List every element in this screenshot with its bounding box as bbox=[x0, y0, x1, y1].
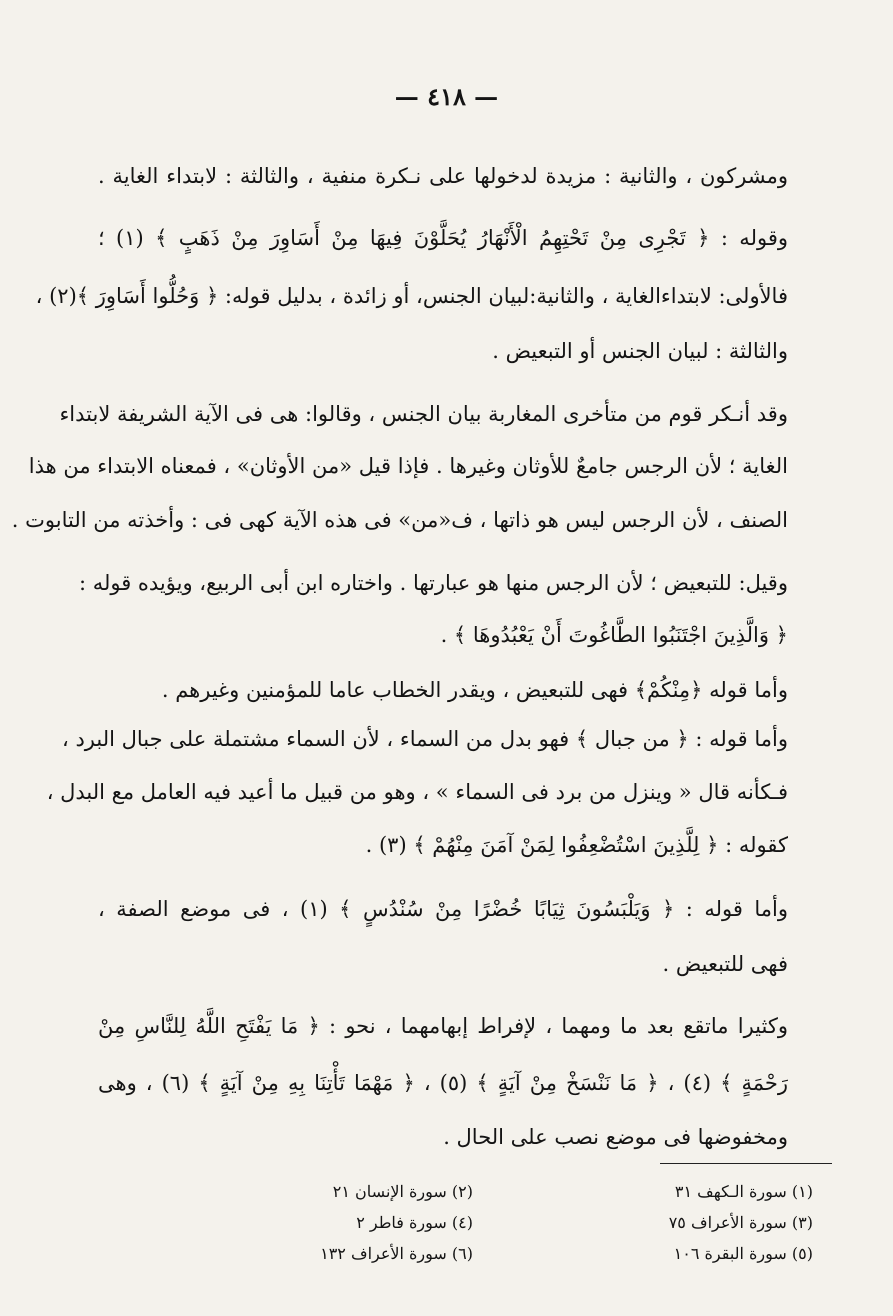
text-line: فهى للتبعيض . bbox=[662, 952, 788, 976]
text-line: وكثيرا ماتقع بعد ما ومهما ، لإفراط إبهامهما ، نحو : ﴿ مَا يَفْتَحِ اللَّهُ لِلنَّاسِ مِنْ bbox=[98, 1014, 788, 1038]
text-line: ﴿ وَالَّذِينَ اجْتَنَبُوا الطَّاغُوتَ أَنْ يَعْبُدُوهَا ﴾ . bbox=[440, 623, 788, 647]
footnote: (٢) سورة الإنسان ٢١ bbox=[332, 1182, 473, 1201]
text-line: وأما قوله : ﴿ وَيَلْبَسُونَ ثِيَابًا خُضْرًا مِنْ سُنْدُسٍ ﴾ (١) ، فى موضع الصفة ، bbox=[98, 897, 788, 921]
page-number: — ٤١٨ — bbox=[394, 82, 499, 111]
text-line: ومشركون ، والثانية : مزيدة لدخولها على نـكرة منفية ، والثالثة : لابتداء الغاية . bbox=[98, 164, 788, 188]
text-line: ومخفوضها فى موضع نصب على الحال . bbox=[443, 1125, 788, 1149]
text-line: وأما قوله : ﴿ من جبال ﴾ فهو بدل من السماء ، لأن السماء مشتملة على جبال البرد ، bbox=[62, 727, 788, 751]
footnote: (٥) سورة البقرة ١٠٦ bbox=[673, 1244, 813, 1263]
text-line: كقوله : ﴿ لِلَّذِينَ اسْتُضْعِفُوا لِمَنْ آمَنَ مِنْهُمْ ﴾ (٣) . bbox=[365, 833, 788, 857]
text-line: الغاية ؛ لأن الرجس جامعٌ للأوثان وغيرها . فإذا قيل «من الأوثان» ، فمعناه الابتداء من هذا bbox=[28, 454, 788, 478]
footnote: (٦) سورة الأعراف ١٣٢ bbox=[320, 1244, 473, 1263]
footnote: (١) سورة الـكهف ٣١ bbox=[674, 1182, 813, 1201]
text-line: رَحْمَةٍ ﴾ (٤) ، ﴿ مَا نَنْسَخْ مِنْ آيَةٍ ﴾ (٥) ، ﴿ مَهْمَا تَأْتِنَا بِهِ مِنْ آيَةٍ ﴾ (٦) ، وهى bbox=[98, 1071, 789, 1095]
footnote: (٣) سورة الأعراف ٧٥ bbox=[668, 1213, 813, 1232]
text-line: وأما قوله ﴿مِنْكُمْ﴾ فهى للتبعيض ، ويقدر الخطاب عاما للمؤمنين وغيرهم . bbox=[161, 678, 788, 702]
text-line: فالأولى: لابتداءالغاية ، والثانية:لبيان الجنس، أو زائدة ، بدليل قوله: ﴿ وَحُلُّوا أَسَاوِرَ ﴾(٢) ، bbox=[35, 284, 788, 308]
footnote-separator bbox=[660, 1163, 832, 1164]
footnote: (٤) سورة فاطر ٢ bbox=[356, 1213, 473, 1232]
text-line: وقوله : ﴿ تَجْرِى مِنْ تَحْتِهِمُ الْأَنْهَارُ يُحَلَّوْنَ فِيهَا مِنْ أَسَاوِرَ مِنْ ذَهَبٍ ﴾ (١) ؛ bbox=[98, 226, 788, 250]
text-line: فـكأنه قال « وينزل من برد فى السماء » ، وهو من قبيل ما أعيد فيه العامل مع البدل ، bbox=[46, 780, 788, 804]
text-line: الصنف ، لأن الرجس ليس هو ذاتها ، ف«من» فى هذه الآية كهى فى : وأخذته من التابوت . bbox=[11, 508, 788, 532]
text-line: وقيل: للتبعيض ؛ لأن الرجس منها هو عبارتها . واختاره ابن أبى الربيع، ويؤيده قوله : bbox=[78, 571, 788, 595]
text-line: وقد أنـكر قوم من متأخرى المغاربة بيان الجنس ، وقالوا: هى فى الآية الشريفة لابتداء bbox=[59, 402, 788, 426]
text-line: والثالثة : لبيان الجنس أو التبعيض . bbox=[492, 339, 788, 363]
